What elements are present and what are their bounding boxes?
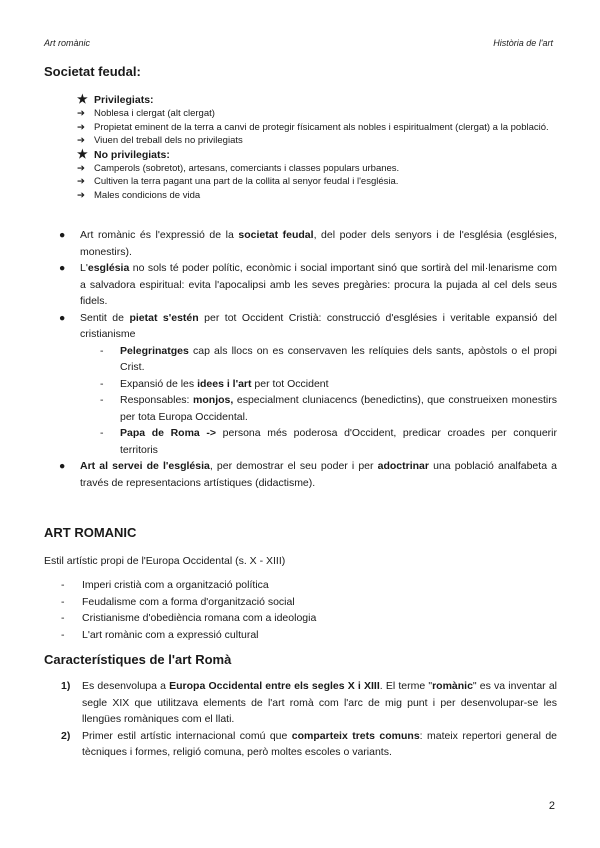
numbered-item: 2) Primer estil artístic internacional comú que comparteix trets comuns: mateix repertori general de tècniques i formes, religió comuna, però moltes escoles o variants. bbox=[61, 729, 558, 758]
list-item: - L'art romànic com a expressió cultural bbox=[61, 628, 259, 641]
star-icon: ★ bbox=[77, 92, 88, 106]
art-list bbox=[44, 577, 557, 643]
bullet-item: ● Art al servei de l'església, per demostrar el seu poder i per adoctrinar una població analfabeta a través de representacions artístiques (didactisme). bbox=[59, 460, 557, 489]
bullet-icon: ● bbox=[59, 460, 66, 472]
list-item: ★ Privilegiats: bbox=[77, 92, 154, 106]
list-item: ➔ Viuen del treball dels no privilegiats bbox=[77, 135, 243, 146]
art-intro: Estil artístic propi de l'Europa Occidental (s. X - XIII) bbox=[44, 555, 286, 567]
bullet-icon: ● bbox=[59, 311, 66, 324]
arrow-icon: ➔ bbox=[77, 176, 85, 187]
list-item: ➔ Propietat eminent de la terra a canvi de protegir físicament als nobles i espiritualment (clergat) a la població. bbox=[77, 121, 549, 133]
sub-list bbox=[100, 343, 557, 459]
page-number: 2 bbox=[548, 800, 555, 812]
sub-item: - Papa de Roma -> persona més poderosa d'Occident, predicar croades per conquerir territoris bbox=[100, 427, 558, 456]
page-content bbox=[44, 63, 557, 761]
arrow-icon: ➔ bbox=[77, 162, 85, 174]
numbered-list bbox=[44, 678, 557, 761]
bullet-item: ● Sentit de pietat s'estén per tot Occident Cristià: construcció d'esglésies i veritable expansió del cristianisme - Pelegrinatges cap als llocs on es conservaven les relíquies dels sants, apòstols o el propi Crist. - Expansió de les idees i l'art per tot Occident - Responsables: monjos, especialment cluniacencs (benedictins), que construeixen monestirs per tota Europa Occidental. - Papa de Roma -> persona més poderosa d'Occident, predicar croades per conquerir territoris bbox=[44, 310, 557, 459]
section-title-feudal: Societat feudal: bbox=[44, 64, 141, 79]
numbered-item: 1) Es desenvolupa a Europa Occidental entre els segles X i XIII. El terme "romànic" es va inventar al segle XIX que utilitzava elements de l'art romà com l'arc de mig punt i per desenvolupar-se les llengües romàniques com el llati. bbox=[61, 680, 557, 725]
list-item: ➔ Camperols (sobretot), artesans, comerciants i classes populars urbanes. bbox=[77, 162, 400, 174]
star-icon: ★ bbox=[77, 146, 88, 161]
section-title-caracteristiques: Característiques de l'art Romà bbox=[44, 652, 232, 667]
arrow-icon: ➔ bbox=[77, 135, 85, 146]
list-item: ➔ Cultiven la terra pagant una part de la collita al senyor feudal i l'església. bbox=[77, 176, 399, 187]
header-right: Història de l'art bbox=[493, 38, 553, 48]
section-title-art-romanic: ART ROMANIC bbox=[44, 525, 137, 540]
bullet-list bbox=[44, 227, 557, 491]
arrow-icon: ➔ bbox=[77, 121, 85, 133]
list-item: ➔ Noblesa i clergat (alt clergat) bbox=[77, 108, 215, 119]
list-item: - Imperi cristià com a organització política bbox=[61, 579, 269, 591]
sub-item: - Responsables: monjos, especialment cluniacencs (benedictins), que construeixen monestirs per tota Europa Occidental. bbox=[100, 394, 557, 423]
bullet-item: ● Art romànic és l'expressió de la societat feudal, del poder dels senyors i de l'església (esglésies, monestirs). bbox=[59, 229, 557, 258]
arrow-icon: ➔ bbox=[77, 108, 85, 119]
list-item: - Cristianisme d'obediència romana com a ideologia bbox=[61, 612, 317, 624]
header-left: Art romànic bbox=[44, 38, 91, 48]
bullet-item: ● L'església no sols té poder polític, econòmic i social important sinó que sortirà del mil·lenarisme com a salvadora espiritual: evita l'apocalipsi amb les seves pregàries: procura la pujada al cel dels seus fidels. bbox=[59, 262, 557, 307]
feudal-list bbox=[44, 93, 557, 202]
bullet-icon: ● bbox=[59, 229, 66, 241]
list-item: ★ No privilegiats: bbox=[77, 146, 170, 161]
bullet-icon: ● bbox=[59, 262, 66, 274]
sub-item: - Pelegrinatges cap als llocs on es conservaven les relíquies dels sants, apòstols o el propi Crist. bbox=[100, 344, 557, 373]
arrow-icon: ➔ bbox=[77, 189, 85, 201]
list-item: ➔ Males condicions de vida bbox=[77, 189, 201, 201]
list-item: - Feudalisme com a forma d'organització social bbox=[61, 595, 295, 608]
sub-item: - Expansió de les idees i l'art per tot Occident bbox=[100, 377, 329, 390]
